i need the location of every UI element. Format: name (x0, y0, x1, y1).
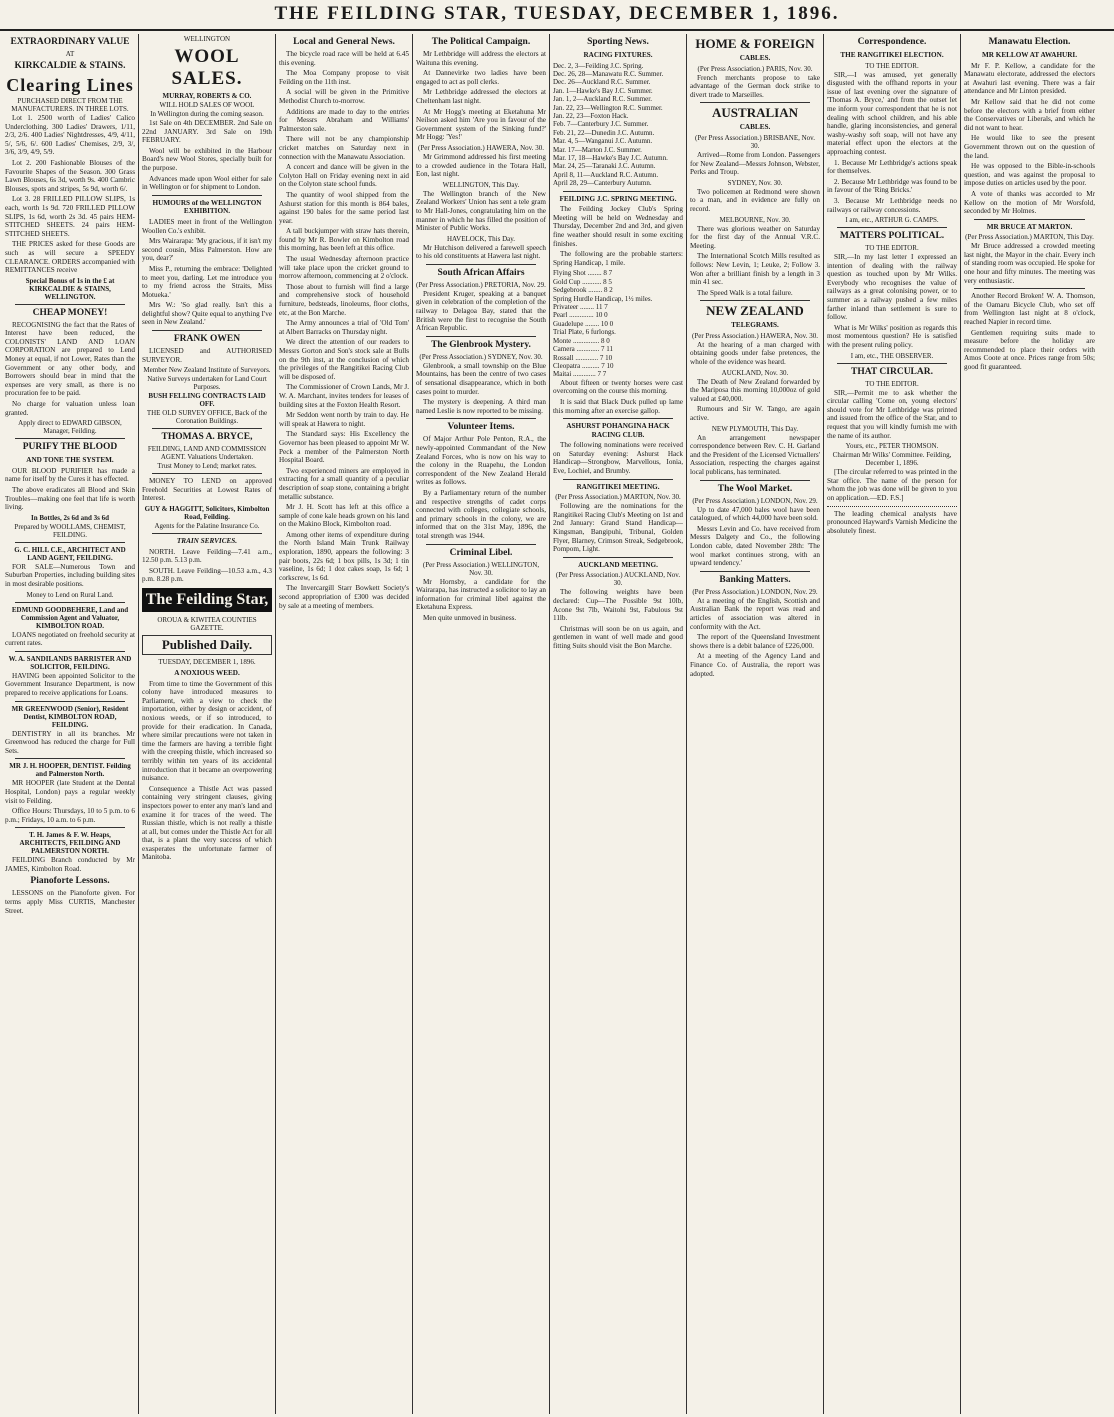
entry-row: Trial Plate, 6 furlongs. (553, 328, 616, 337)
masthead: THE FEILDING STAR, TUESDAY, DECEMBER 1, 1896. (274, 3, 840, 24)
sale-dates: 1st Sale on 4th DECEMBER. 2nd Sale on 22nd JANUARY. 3rd Sale on 19th FEBRUARY. (142, 119, 272, 145)
fixture-row: Jan. 1—Hawke's Bay J.C. Summer. (553, 86, 653, 95)
racing-fixtures-headline: RACING FIXTURES. (583, 51, 653, 59)
news-item: There will not be any championship cricket matches on Saturday next in connection with the Manawatu Association. (279, 135, 409, 161)
sporting-news-headline: Sporting News. (587, 37, 649, 47)
editor-note: [The circular referred to was printed in the Star office. The name of the person for whom the job was done will be given to you on application.—ED. F.S.] (827, 468, 957, 502)
hooper-text: MR HOOPER (late Student at the Dental Hospital, London) pays a regular weekly visit to Feilding. (5, 779, 135, 805)
feilding-jc-text-2: The following are the probable starters: Spring Handicap, 1 mile. (553, 250, 683, 267)
auckland-text: The Death of New Zealand forwarded by the Mariposa this morning 10,000oz of gold valued at £40,000. (690, 377, 820, 403)
south-african-text: President Kruger, speaking at a banquet given in celebration of the completion of the railway to Delagoa Bay, stated that the British were the first to recognise the South African Republic. (416, 289, 546, 333)
humours-p1: LADIES meet in front of the Wellington Woollen Co.'s exhibit. (142, 217, 272, 235)
surveyor-text: LICENSED and AUTHORISED SURVEYOR. (142, 347, 272, 364)
rangitikei-meeting-headline: RANGITIKEI MEETING. (576, 482, 660, 491)
noxious-weed-p1: From time to time the Government of this colony have introduced measures to Parliament, with a view to check the importation, either by design or accident, of noxious weeds, or if so introduced, to provide for their eradication. In Canada, where similar precautions were not taken in time the farmers are having a terrible fight with the creeping thistle, which increased so terribly within ten years of its accidental introduction that it became an overpowering nuisance. (142, 679, 272, 783)
campaign-item: Mr Grimmond addressed his first meeting to a crowded audience in the Totara Hall, Eon, last night. (416, 152, 546, 179)
auckland-text-2: Rumours and Sir W. Tango, are again active. (690, 405, 820, 423)
press-assoc-line: WELLINGTON, This Day. (442, 180, 520, 189)
ashurst-text: The following nominations were received on Saturday evening: Ashurst Hack Handicap—Strongbow, Marvellous, Ionia, Eve, Lochiel, and Brumby. (553, 441, 683, 476)
news-item: The Army announces a trial of 'Old Tom' at Albert Barracks on Thursday night. (279, 319, 409, 336)
bonus-text: Special Bonus of 1s in the £ at KIRKCALDIE & STAINS, WELLINGTON. (25, 276, 115, 301)
campaign-item: The Wellington branch of the New Zealand Workers' Union has sent a tele gram to Mr Hall-Jones, congratulating him on the manner in which he has filled the position of Minister of Public Works. (416, 189, 546, 233)
humours-p3: Miss P., returning the embrace: 'Delighted to meet you, darling. Let me introduce you to my friend across the Straits, Miss Motueka.' (142, 264, 272, 299)
rangitikei-election-headline: THE RANGITIKEI ELECTION. (840, 51, 944, 59)
entry-row: Camera ............. 7 11 (553, 345, 614, 354)
news-item: The Moa Company propose to visit Feilding on the 11th inst. (279, 69, 409, 86)
south-african-headline: South African Affairs (437, 267, 525, 278)
matters-political-headline: MATTERS POLITICAL. (839, 231, 945, 242)
news-item: The Invercargill Starr Bowkett Society's second appropriation of £300 was decided by sale at a meeting of members. (279, 584, 409, 610)
wool-market-text-2: Messrs Levin and Co. have received from Messrs Dalgety and Co., the following London cable, dated November 28th: 'The wool market continues strong, with an upward tendency.' (690, 524, 820, 568)
divider (15, 701, 125, 702)
press-assoc-line: (Per Press Association.) MARTON, Nov. 30. (555, 493, 681, 502)
bruce-headline: MR BRUCE AT MARTON. (986, 222, 1073, 231)
letter-signoff: Yours, etc., PETER THOMSON. (845, 442, 939, 451)
record-broken-text: Another Record Broken! W. A. Thomson, of the Oamaru Bicycle Club, who set off from Wellington last night at 8 o'clock, reached Napier in record time. (964, 292, 1095, 327)
nz-telegrams: TELEGRAMS. (731, 321, 779, 330)
tone-headline: AND TONE THE SYSTEM. (26, 456, 114, 465)
brisbane-text: Arrived—Rome from London. Passengers for New Zealand—Messrs Johnson, Webster, Perks and Troup. (690, 150, 820, 177)
kellow-text: A vote of thanks was accorded to Mr Kellow on the motion of Mr Worsfold, seconded by Mr Holmes. (964, 189, 1095, 216)
divider (700, 480, 810, 481)
train-south: SOUTH. Leave Feilding—10.53 a.m., 4.3 p.m. 8.28 p.m. (142, 566, 272, 584)
press-assoc-line: (Per Press Association.) HAWERA, Nov. 30. (418, 143, 544, 152)
divider (426, 336, 536, 337)
divider (700, 300, 810, 301)
humours-p4: Mrs W.: 'So glad really. Isn't this a delightful show? Quite equal to anything I've seen in New Zealand.' (142, 301, 272, 327)
correspondence-headline: Correspondence. (857, 37, 927, 47)
wool-sales-headline: WOOL SALES. (171, 46, 243, 89)
feilding-jc-text: The Feilding Jockey Club's Spring Meeting will be held on Wednesday and Thursday, December 2nd and 3rd, and given fine weather should result in some exciting finishes. (553, 205, 683, 248)
press-assoc-line: HAVELOCK, This Day. (446, 234, 516, 243)
entry-row: Guadelupe ........ 10 0 (553, 319, 614, 328)
train-services-headline: TRAIN SERVICES. (176, 537, 238, 546)
blood-purifier-text: OUR BLOOD PURIFIER has made a name for itself by the Cures it has effected. (5, 466, 135, 484)
kirkcaldie-name: KIRKCALDIE & STAINS. (14, 61, 126, 71)
auckland-meeting-headline: AUCKLAND MEETING. (578, 560, 658, 569)
entry-row: Privateer ........ 11 7 (553, 303, 608, 312)
letter-text: SIR,—I was amused, yet generally disgusted with the offhand reports in your issue of last evening over the signature of 'Thomas A. Bryce,' and from the outset let me inform your correspondent that he is not dealing with school children, and his able handle, glaring inconsistencies, and general washy-washy soft soap, will not have any material effect upon the electors at the approaching contest. (827, 70, 957, 156)
divider (426, 544, 536, 545)
goodbehere-ad: EDMUND GOODBEHERE, Land and Commission Agent and Valuator, KIMBOLTON ROAD. (11, 605, 129, 630)
gazette-sub: OROUA & KIWITEA COUNTIES GAZETTE. (157, 616, 257, 632)
wellington-label: WELLINGTON (183, 35, 231, 43)
australian-cables: CABLES. (739, 123, 771, 132)
entry-row: Maitai ............. 7 7 (553, 370, 607, 379)
divider (974, 219, 1085, 220)
dateline: AUCKLAND, Nov. 30. (721, 368, 789, 377)
home-foreign-headline: HOME & FOREIGN (695, 36, 815, 51)
news-item: We direct the attention of our readers to Messrs Gorton and Son's stock sale at Bulls on the 9th inst, at the conclusion of which the privileges of the Rangitikei Racing Club will be disposed of. (279, 338, 409, 381)
fixture-row: Mar. 17, 18—Hawke's Bay J.C. Autumn. (553, 154, 668, 163)
money-to-lend-text: MONEY TO LEND on approved Freehold Securities at Lowest Rates of Interest. (142, 477, 272, 503)
bon-marche-ad: Christmas will soon be on us again, and gentlemen in want of well made and good fitting Suits should visit the Bon Marche. (553, 624, 683, 650)
divider (563, 479, 673, 480)
hawera-text: At the hearing of a man charged with obtaining goods under false pretences, the whole of the evidence was heard. (690, 340, 820, 367)
hooper-ad: MR J. H. HOOPER, DENTIST. Feilding and Palmerston North. (9, 762, 131, 779)
wool-market-headline: The Wool Market. (717, 483, 793, 494)
apply-note: Apply direct to EDWARD GIBSON, Manager, Feilding. (18, 419, 122, 436)
entries-list (553, 269, 683, 378)
fixture-row: Dec. 26—Auckland R.C. Summer. (553, 78, 651, 87)
divider (827, 506, 957, 507)
news-item: The Commissioner of Crown Lands, Mr J. W. A. Marchant, invites tenders for leases of building sites at the Foxton Health Resort. (279, 383, 409, 409)
clearance-text: THE PRICES asked for these Goods are such as will secure a SPEEDY CLEARANCE. ORDERS accompanied with REMITTANCES receive (5, 240, 135, 275)
chemist-ad: The leading chemical analysts have pronounced Hayward's Varnish Medicine the absolutely finest. (827, 509, 957, 535)
kellow-text: He was opposed to the Bible-in-schools question, and was against the proposal to impose duties on articles used by the poor. (964, 162, 1095, 188)
sydney-text: Two policemen at Redmond were shown to a man, and in evidence are fully on record. (690, 187, 820, 213)
trust-money: Trust Money to Lend; market rates. (157, 462, 257, 471)
greenwood-ad: MR GREENWOOD (Senior), Resident Dentist, KIMBOLTON ROAD, FEILDING. (11, 704, 129, 729)
press-assoc-line: (Per Press Association.) AUCKLAND, Nov. 30. (555, 571, 681, 588)
letter-text: 3. Because Mr Lethbridge needs no railways or railway concessions. (827, 196, 957, 214)
cheap-money-text: RECOGNISING the fact that the Rates of Interest have been reduced, the COLONISTS' LAND AND LOAN CORPORATION are prepared to Lend Money at equal, if not Lower, Rates than the Government or any other body, and Borrowers should bear in mind that the expenses are very small, as there is no procuration fee to be paid. (5, 320, 135, 398)
kellow-headline: MR KELLOW AT AWAHURI. (981, 51, 1078, 59)
clearing-lines-sub: PURCHASED DIRECT FROM THE MANUFACTURERS. IN THREE LOTS. (11, 97, 129, 113)
divider (152, 473, 262, 474)
campaign-item: Mr Hutchison delivered a farewell speech to his old constituents at Hawera last night. (416, 243, 546, 261)
press-assoc-line: (Per Press Association.) LONDON, Nov. 29. (692, 496, 818, 505)
press-assoc-line: (Per Press Association.) BRISBANE, Nov. 30. (695, 133, 815, 150)
blood-purifier-text-2: The above eradicates all Blood and Skin Troubles—making one feel that life is worth living. (5, 486, 135, 512)
divider (15, 542, 125, 543)
money-to-lend: Money to Lend on Rural Land. (26, 590, 114, 599)
letter-text: 2. Because Mr Lethbridge was found to be in favour of the 'Ring Bricks.' (827, 177, 957, 195)
local-news-headline: Local and General News. (293, 37, 395, 47)
divider (152, 195, 262, 196)
bruce-text: Mr Bruce addressed a crowded meeting last night, the Mayor in the chair. Every inch of standing room was occupied. He spoke for one hour and fifty minutes. The meeting was very enthusiastic. (964, 242, 1095, 285)
tailor-ad: Gentlemen requiring suits made to measure before the holiday are recommended to place their orders with Amos Coote at once. Prices range from 50s; good fit guaranteed. (964, 328, 1095, 371)
news-item: The bicycle road race will be held at 6.45 this evening. (279, 50, 409, 67)
kirkcaldie-at: AT (65, 50, 75, 58)
criminal-libel-text: Mr Hornsby, a candidate for the Wairarapa, has instructed a solicitor to lay an information for criminal libel against the Eketahuna Express. (416, 577, 546, 612)
survey-office: THE OLD SURVEY OFFICE, Back of the Coronation Buildings. (146, 409, 268, 426)
fixture-row: Feb. 21, 22—Dunedin J.C. Autumn. (553, 128, 655, 137)
surveyor-member: Member New Zealand Institute of Surveyors. (143, 366, 271, 375)
divider (700, 571, 810, 572)
volunteer-text-2: By a Parliamentary return of the number and respective strengths of cadet corps connected with colleges, collegiate schools, and primary schools in the colony, we are informed that on the 31st May, 1896, the total strength was 1944. (416, 488, 546, 540)
humours-headline: HUMOURS of the WELLINGTON EXHIBITION. (152, 198, 262, 216)
press-assoc-line: (Per Press Association.) HAWERA, Nov. 30. (692, 331, 818, 340)
office-hours: Office Hours: Thursdays, 10 to 5 p.m. to 6 p.m.; Fridays, 10 a.m. to 6 p.m. (5, 807, 135, 824)
divider (837, 227, 947, 228)
fixture-row: Jan. 1, 2—Auckland R.C. Summer. (553, 95, 652, 104)
noxious-weed-p2: Consequence a Thistle Act was passed containing very stringent clauses, giving inspectors power to enter any man's land and examine it for traces of the weed. The Russian thistle, which is not really a thistle at all, but comes under the Thistle Act for all that, is a plant the very success of which exasperates the unfortunate farmer of Manitoba. (142, 784, 272, 862)
entry-row: Cleopatra .......... 7 10 (553, 361, 614, 370)
purify-headline: PURIFY THE BLOOD (22, 442, 118, 453)
divider (837, 363, 947, 364)
fixtures-list (553, 62, 683, 188)
black-duck-note: It is said that Black Duck pulled up lame this morning after an exercise gallop. (553, 397, 683, 415)
column-8 (961, 34, 1098, 1414)
glenbrook-text-2: The mystery is deepening. A third man named Leslie is now reported to be missing. (416, 398, 546, 415)
divider (563, 191, 673, 192)
new-plymouth-text: An arrangement newspaper correspondence between Rev. C. H. Garland and the President of the Licensed Victuallers' Association, respecting the charges against local publicans, has terminated. (690, 433, 820, 476)
divider (152, 533, 262, 534)
train-north: NORTH. Leave Feilding—7.41 a.m., 12.50 p.m. 5.13 p.m. (142, 547, 272, 565)
press-assoc-line: (Per Press Association.) PRETORIA, Nov. 29. (416, 280, 546, 289)
dateline: SYDNEY, Nov. 30. (727, 178, 783, 187)
kellow-text: He would like to see the present Government thrown out on the question of the land. (964, 134, 1095, 160)
letter-text: 1. Because Mr Lethbridge's actions speak for themselves. (827, 158, 957, 176)
that-circular-headline: THAT CIRCULAR. (851, 366, 933, 377)
fixture-row: Mar. 17—Marton J.C. Summer. (553, 145, 642, 154)
melbourne-text: There was glorious weather on Saturday for the first day of the Annual V.R.C. Meeting. (690, 224, 820, 250)
lot-1: Lot 1. 2500 worth of Ladies' Calico Underclothing. 300 Ladies' Drawers, 1/11, 2/3, 2/6. 400 Ladies' Nightdresses, 4/9, 4/11, 5/, 5/6, 6/. 600 Ladies' Chemises, 2/9, 3/, 3/6, 3/9, 4/9, 5/9. (5, 114, 135, 157)
entry-row: Pearl .............. 10 0 (553, 311, 608, 320)
advances-text: Advances made upon Wool either for sale in Wellington or for shipment to London. (142, 174, 272, 192)
feilding-star-banner: The Feilding Star, (142, 588, 272, 612)
sandilands-text: HAVING been appointed Solicitor to the Government Insurance Department, is now prepared to receive applications for Loans. (5, 671, 135, 697)
divider (426, 264, 536, 265)
guy-haggitt: GUY & HAGGITT, Solicitors, Kimbolton Road, Feilding. (144, 505, 270, 522)
hill-ad: G. C. HILL C.E., ARCHITECT AND LAND AGENT, FEILDING. (14, 545, 126, 562)
issue-date: TUESDAY, DECEMBER 1, 1896. (158, 658, 256, 666)
pianoforte-headline: Pianoforte Lessons. (30, 876, 110, 887)
to-the-editor: TO THE EDITOR. (865, 61, 919, 70)
column-7 (824, 34, 961, 1414)
rangitikei-meeting-text: Following are the nominations for the Rangitikei Racing Club's Meeting on 1st and 2nd January: Grand Stand Handicap—Kingsman, Bangipuhi, Tribunal, Golden Flyer, Blarney, Crimson Streak, Sedgebrook, Pompom, Light. (553, 502, 683, 554)
banking-text: At a meeting of the English, Scottish and Australian Bank the report was read and articles of association was altered in conformity with the Act. (690, 596, 820, 631)
bottle-prices: In Bottles, 2s 6d and 3s 6d (31, 513, 109, 522)
sandilands-ad: W. A. SANDILANDS BARRISTER AND SOLICITOR, FEILDING. (8, 654, 132, 671)
divider (152, 428, 262, 429)
feilding-branch: FEILDING Branch conducted by Mr JAMES, Kimbolton Road. (5, 856, 135, 873)
press-assoc-line: (Per Press Association.) LONDON, Nov. 29. (692, 587, 818, 596)
divider (15, 304, 125, 305)
bush-felling: BUSH FELLING CONTRACTS LAID OFF. (148, 392, 266, 409)
bryce-text: FEILDING, LAND AND COMMISSION AGENT. Valuations Undertaken. (147, 445, 267, 462)
campaign-item: Mr Lethbridge will address the electors at Waituna this evening. (416, 50, 546, 67)
feilding-jc-headline: FEILDING J.C. SPRING MEETING. (559, 194, 677, 203)
entry-row: Monte ............... 8 0 (553, 336, 610, 345)
divider (15, 651, 125, 652)
news-item: Among other items of expenditure during the North Island Main Trunk Railway exploration, 1890, appears the following: 3 pair boots, 22s 6d; 1 box pills, 1s 3d; 1 tin vaseline, 1s 6d; 1 doz cakes soap, 1s 6d; 1 corkscrew, 1s 6d. (279, 530, 409, 582)
news-item: Mr J. H. Scott has left at this office a sample of cone kale heads grown on his land on the Makino Block, Kimbolton road. (279, 503, 409, 529)
fixture-row: April 28, 29—Canterbury Autumn. (553, 179, 652, 188)
letter-signoff: I am, etc., THE OBSERVER. (850, 351, 934, 360)
loans-text: LOANS negotiated on freehold security at current rates. (5, 630, 135, 648)
valuation-note: No charge for valuation unless loan granted. (5, 400, 135, 417)
divider (700, 102, 810, 103)
news-item: The usual Wednesday afternoon practice will take place upon the cricket ground to morrow afternoon, commencing at 2 o'clock. (279, 255, 409, 281)
kellow-text: Mr F. P. Kellow, a candidate for the Manawatu electorate, addressed the electors at Awahuri last evening. There was a fair attendance and Mr Linton presided. (964, 61, 1095, 96)
divider (563, 418, 673, 419)
humours-p2: Mrs Wairarapa: 'My gracious, if it isn't my second cousin, Miss Palmerston. How are you, dear?' (142, 237, 272, 263)
dateline: NEW PLYMOUTH, This Day. (711, 424, 799, 433)
clearing-lines-headline: Clearing Lines (6, 75, 134, 95)
entry-row: Gold Cup ........... 8 5 (553, 277, 612, 286)
news-item: Those about to furnish will find a large and comprehensive stock of household furniture, bedsteads, linoleums, floor cloths, etc, at the Bon Marche. (279, 282, 409, 317)
banking-headline: Banking Matters. (719, 574, 791, 585)
divider (563, 557, 673, 558)
campaign-item: Mr Lethbridge addressed the electors at Cheltenham last night. (416, 88, 546, 105)
auckland-meeting-text: The following weights have been declared: Cup—The Possible 9st 10lb, Acone 9st 7lb, Waitohi 9st, Fabulous 9st 11lb. (553, 588, 683, 623)
fixture-row: Mar. 4, 5—Wanganui J.C. Autumn. (553, 137, 653, 146)
wool-exhibited: Wool will be exhibited in the Harbour Board's new Wool Stores, specially built for the purpose. (142, 146, 272, 172)
paris-text: French merchants propose to take advantage of the German dock strike to divert trade to Marseilles. (690, 73, 820, 99)
column-6 (687, 34, 824, 1414)
political-campaign-headline: The Political Campaign. (431, 37, 531, 47)
news-item: A tall buckjumper with straw hats therein, found by Mr R. Bowler on Kimbolton road this morning, has been left at this office. (279, 227, 409, 253)
entry-row: Spring Hurdle Handicap, 1½ miles. (553, 294, 653, 303)
australian-headline: AUSTRALIAN (712, 105, 798, 121)
divider (426, 418, 536, 419)
fixture-row: Dec. 2, 3—Feilding J.C. Spring. (553, 61, 644, 70)
news-item: Mr Seddon went north by train to day. He will speak at Hawera to night. (279, 411, 409, 428)
horses-note: About fifteen or twenty horses were cast overcoming on the course this morning. (553, 378, 683, 396)
letter-signoff-2: Chairman Mr Wilks' Committee. Feilding, December 1, 1896. (832, 451, 952, 468)
press-assoc-line: (Per Press Association.) SYDNEY, Nov. 30. (419, 352, 543, 361)
dateline: MELBOURNE, Nov. 30. (719, 215, 791, 224)
to-the-editor: TO THE EDITOR. (865, 379, 919, 388)
wool-sales-sub2: In Wellington during the coming season. (150, 110, 264, 118)
for-sale-text: FOR SALE—Numerous Town and Suburban Properties, including building sites in most desirable positions. (5, 562, 135, 588)
entry-row: Flying Shot ........ 8 7 (553, 269, 613, 278)
woollams-credit: Prepared by WOOLLAMS, CHEMIST, FEILDING. (14, 522, 126, 539)
letter-text: SIR,—In my last letter I expressed an intention of dealing with the railway question as touched upon by Mr Wilks. Everybody who recognises the value of railways as a great colonising power, or to summer as a railway pushed a few miles farther inland than settlement is sure to follow. (827, 253, 957, 322)
column-5 (550, 34, 687, 1414)
pianoforte-text: LESSONS on the Pianoforte given. For terms apply Miss CURTIS, Manchester Street. (5, 889, 135, 915)
news-item: A concert and dance will be given in the Colyton Hall on Friday evening next in aid on the Colyton state school funds. (279, 163, 409, 189)
home-foreign-cables: CABLES. (739, 54, 771, 62)
news-item: Additions are made to day to the entries for Messrs Abraham and Williams' Palmerston sale. (279, 107, 409, 133)
column-1 (2, 34, 139, 1414)
melbourne-text-2: The International Scotch Mills resulted as follows: New Levin, 1; Leuke, 2; Follow 3. Won after a brilliant finish by a length in 3 min 41 sec. (690, 252, 820, 287)
murray-roberts: MURRAY, ROBERTS & CO. (162, 92, 252, 100)
press-assoc-line: (Per Press Association.) MARTON, This Day. (965, 233, 1094, 242)
letter-text: SIR,—Permit me to ask whether the circular calling 'Come on, young electors' should vote for Mr Lethbridge was printed and issued from the office of the Star, and to request that you will kindly furnish me with the name of its author. (827, 388, 957, 440)
fixture-row: Jan. 22, 23—Foxton Hack. (553, 112, 629, 121)
lot-2: Lot 2. 200 Fashionable Blouses of the Favourite Shapes of the Season. 300 Grass Lawn Blouses, 6s 3d, worth 9s. 400 Cambric Blouses, spots and stripes, 5s 9d, worth 6/. (5, 158, 135, 193)
divider (15, 438, 125, 439)
criminal-libel-text-2: Men quite unmoved in business. (423, 613, 517, 622)
divider (152, 330, 262, 331)
divider (15, 758, 125, 759)
banking-text-2: The report of the Queensland Investment shows there is a debit balance of £226,000. (690, 633, 820, 650)
volunteer-text: Of Major Arthur Pole Penton, R.A., the newly-appointed Commandant of the New Zealand Forces, who is now on his way to the colony in the Ruapehu, the London correspondent of the New Zealand Herald writes as follows. (416, 435, 546, 487)
to-the-editor: TO THE EDITOR. (865, 244, 919, 253)
bryce-headline: THOMAS A. BRYCE, (161, 432, 253, 443)
fixture-row: Dec. 26, 28—Manawatu R.C. Summer. (553, 70, 664, 78)
dentistry-text: DENTISTRY in all its branches. Mr Greenwood has reduced the charge for Full Sets. (5, 729, 135, 755)
entry-row: Rossall ............. 7 10 (553, 353, 613, 362)
manawatu-election-headline: Manawatu Election. (988, 37, 1071, 47)
masthead-rule (0, 29, 1114, 31)
fixture-row: April 8, 11—Auckland R.C. Autumn. (553, 170, 659, 179)
melbourne-text-3: The Speed Walk is a total failure. (697, 288, 793, 297)
news-item: A social will be given in the Primitive Methodist Church to-morrow. (279, 88, 409, 105)
wool-market-text: Up to date 47,000 bales wool have been catalogued, of which 44,000 have been sold. (690, 505, 820, 523)
nz-headline: NEW ZEALAND (706, 303, 804, 319)
column-4 (413, 34, 550, 1414)
letter-signoff: I am, etc., ARTHUR G. CAMPS. (845, 216, 939, 225)
glenbrook-text: Glenbrook, a small township on the Blue Mountains, has been the centre of two cases of sensational disappearance, which in both cases point to murder. (416, 361, 546, 396)
banking-text-3: At a meeting of the Agency Land and Finance Co. of Australia, the report was adopted. (690, 652, 820, 678)
divider (974, 288, 1085, 289)
news-item: The Standard says: His Excellency the Governor has been pleased to appoint Mr W. Peck a member of the Palmerston North Hospital Board. (279, 430, 409, 465)
kellow-text: Mr Kellow said that he did not come before the electors with a brief from either the Conservatives or Liberals, and which he did not want to hear. (964, 97, 1095, 132)
palatine-agents: Agents for the Palatine Insurance Co. (154, 522, 260, 531)
column-3 (276, 34, 413, 1414)
lot-3: Lot 3. 28 FRILLED PILLOW SLIPS, 1s each, worth 1s 9d. 720 FRILLED PILLOW SLIPS, 1s 6d, worth 2s 3d. 45 pairs HEM-STITCHED SHEETS. 24 pairs HEM-STITCHED SHEETS. (5, 195, 135, 238)
newspaper-columns (2, 34, 1112, 1414)
kirkcaldie-headline: EXTRAORDINARY VALUE (10, 37, 130, 47)
noxious-weed-headline: A NOXIOUS WEED. (174, 669, 240, 677)
entry-row: Sedgebrook ........ 8 2 (553, 286, 613, 295)
fixture-row: Jan. 22, 23—Wellington R.C. Summer. (553, 103, 663, 112)
campaign-item: At Mr Hogg's meeting at Eketahuna Mr Neilson asked him 'Are you in favour of the Government system of the Sinking fund?' Mr Hogg: 'Yes!' (416, 107, 546, 142)
ashurst-headline: ASHURST POHANGINA HACK RACING CLUB. (566, 422, 670, 439)
glenbrook-headline: The Glenbrook Mystery. (431, 339, 531, 350)
wool-sales-sub: WILL HOLD SALES OF WOOL (159, 101, 255, 109)
criminal-libel-headline: Criminal Libel. (449, 547, 513, 558)
fixture-row: Mar. 24, 25—Taranaki J.C. Autumn. (553, 162, 656, 171)
press-assoc-line: (Per Press Association.) PARIS, Nov. 30. (697, 64, 813, 73)
campaign-item: At Dannevirke two ladies have been engaged to act as poll clerks. (416, 69, 546, 86)
volunteer-headline: Volunteer Items. (447, 422, 515, 433)
published-daily: Published Daily. (142, 635, 272, 655)
divider (15, 602, 125, 603)
james-heaps-ad: T. H. James & F. W. Heaps, ARCHITECTS, FEILDING AND PALMERSTON NORTH. (19, 831, 121, 856)
news-item: The quantity of wool shipped from the Ashurst station for this month is 864 bales, against 190 bales for the same period last year. (279, 190, 409, 225)
divider (15, 827, 125, 828)
native-surveys: Native Surveys undertaken for Land Court Purposes. (147, 375, 267, 392)
letter-text: What is Mr Wilks' position as regards this most momentous question? He is satisfied with the present ruling policy. (827, 323, 957, 350)
fixture-row: Feb. 7—Canterbury J.C. Summer. (553, 120, 649, 129)
column-2 (139, 34, 276, 1414)
frank-owen-headline: FRANK OWEN (173, 334, 241, 345)
press-assoc-line: (Per Press Association.) WELLINGTON, Nov. 30. (422, 560, 540, 577)
news-item: Two experienced miners are employed in extracting for a small quantity of a peculiar description of soap stone, containing a bright metallic substance. (279, 466, 409, 501)
cheap-money-headline: CHEAP MONEY! (32, 307, 108, 318)
